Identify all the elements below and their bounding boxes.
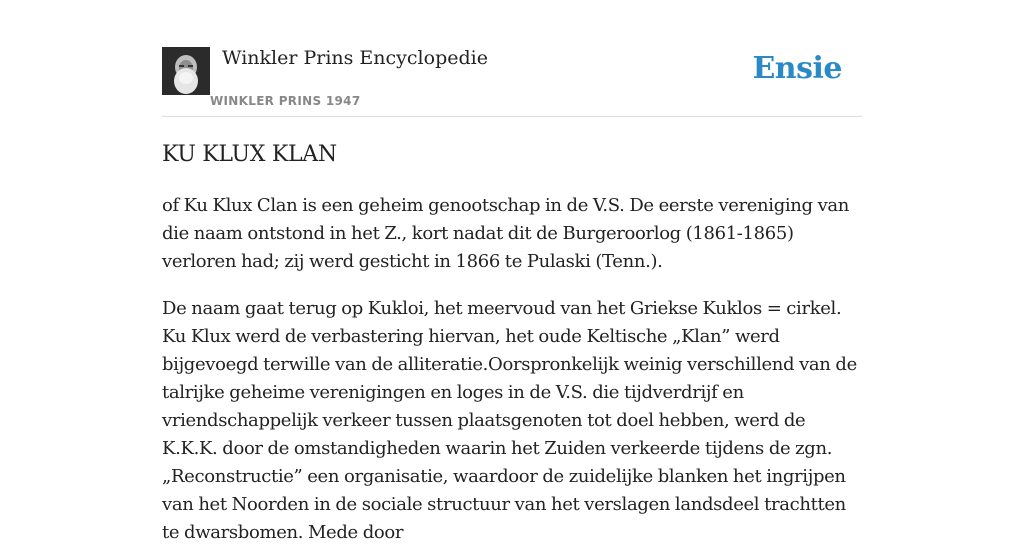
source-subtitle[interactable]: WINKLER PRINS 1947 xyxy=(210,94,361,108)
article-paragraph-1: of Ku Klux Clan is een geheim genootschap in de V.S. De eerste vereniging van die naam ontstond in het Z., kort nadat dit de Burgeroorlog (1861-1865) verloren had; zij werd gesticht in 1866 te Pulaski (Tenn.). xyxy=(162,195,850,272)
author-avatar[interactable] xyxy=(162,47,210,95)
bearded-man-portrait-icon xyxy=(162,47,210,95)
header xyxy=(162,0,862,117)
brand-logo[interactable]: Ensie xyxy=(752,51,842,86)
page xyxy=(162,0,862,543)
article-title: KU KLUX KLAN xyxy=(162,142,337,167)
article-paragraph-2: De naam gaat terug op Kukloi, het meervoud van het Griekse Kuklos = cirkel. Ku Klux werd de verbastering hiervan, het oude Keltische „Klan” werd bijgevoegd terwille van de alliteratie.Oorspronkelijk weinig verschillend van de talrijke geheime verenigingen en loges in de V.S. die tijdverdrijf en vriendschappelijk verkeer tussen plaatsgenoten tot doel hebben, werd de K.K.K. door de omstandigheden waarin het Zuiden verkeerde tijdens de zgn. „Reconstructie” een organisatie, waardoor de zuidelijke blanken het ingrijpen van het Noorden in de sociale structuur van het verslagen landsdeel trachtten te dwarsbomen. Mede door xyxy=(162,298,857,543)
site-title[interactable]: Winkler Prins Encyclopedie xyxy=(222,47,488,69)
